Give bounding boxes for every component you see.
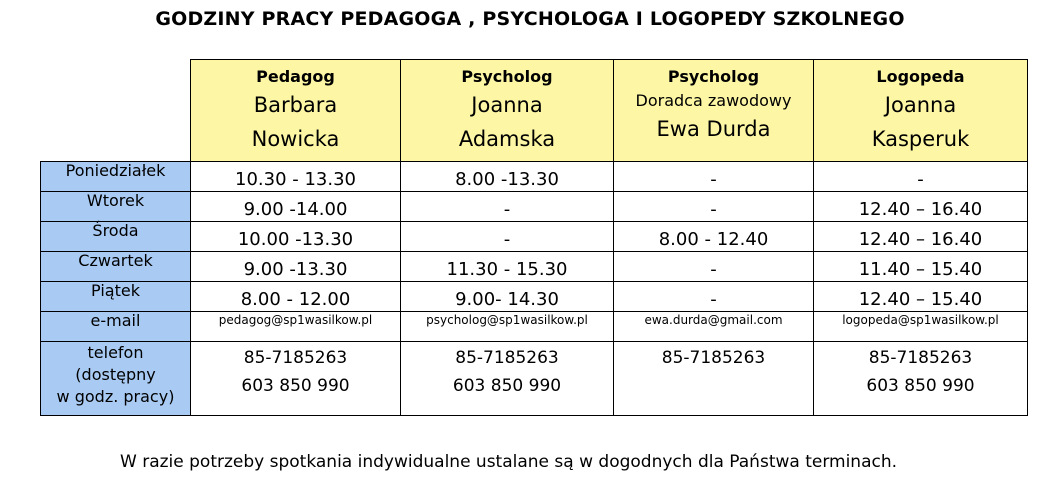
hours-cell: 9.00- 14.30 <box>401 282 614 312</box>
page-title: GODZINY PRACY PEDAGOGA , PSYCHOLOGA I LOGOPEDY SZKOLNEGO <box>155 8 905 30</box>
footer-note: W razie potrzeby spotkania indywidualne ustalane są w dogodnych dla Państwa terminach. <box>120 452 898 472</box>
phone-row <box>41 342 1028 416</box>
phone-cell: 85-7185263 603 850 990 <box>191 342 401 416</box>
column-header-psycholog: Psycholog Joanna Adamska <box>401 60 614 162</box>
email-label: e-mail <box>41 312 191 342</box>
hours-cell: 10.00 -13.30 <box>191 222 401 252</box>
hours-cell: 8.00 - 12.00 <box>191 282 401 312</box>
table-row <box>41 192 1028 222</box>
hours-cell: - <box>614 282 814 312</box>
table-row <box>41 282 1028 312</box>
day-label: Poniedziałek <box>41 162 191 192</box>
table-row <box>41 252 1028 282</box>
hours-cell: 12.40 – 15.40 <box>814 282 1028 312</box>
corner-cell <box>41 60 191 162</box>
column-header-logopeda: Logopeda Joanna Kasperuk <box>814 60 1028 162</box>
table-row <box>41 222 1028 252</box>
hours-cell: 12.40 – 16.40 <box>814 222 1028 252</box>
hours-cell: 9.00 -14.00 <box>191 192 401 222</box>
schedule-table <box>40 59 1028 416</box>
email-link[interactable]: ewa.durda@gmail.com <box>614 312 814 342</box>
email-link[interactable]: psycholog@sp1wasilkow.pl <box>401 312 614 342</box>
phone-cell: 85-7185263 <box>614 342 814 416</box>
phone-cell: 85-7185263 603 850 990 <box>401 342 614 416</box>
hours-cell: - <box>614 192 814 222</box>
header-row <box>41 60 1028 162</box>
hours-cell: - <box>814 162 1028 192</box>
column-header-pedagog: Pedagog Barbara Nowicka <box>191 60 401 162</box>
hours-cell: - <box>614 162 814 192</box>
column-header-doradca: Psycholog Doradca zawodowy Ewa Durda <box>614 60 814 162</box>
hours-cell: 12.40 – 16.40 <box>814 192 1028 222</box>
hours-cell: 9.00 -13.30 <box>191 252 401 282</box>
phone-cell: 85-7185263 603 850 990 <box>814 342 1028 416</box>
phone-label: telefon (dostępny w godz. pracy) <box>41 342 191 416</box>
hours-cell: 8.00 - 12.40 <box>614 222 814 252</box>
hours-cell: - <box>401 222 614 252</box>
day-label: Piątek <box>41 282 191 312</box>
day-label: Wtorek <box>41 192 191 222</box>
email-link[interactable]: pedagog@sp1wasilkow.pl <box>191 312 401 342</box>
hours-cell: - <box>614 252 814 282</box>
day-label: Środa <box>41 222 191 252</box>
day-label: Czwartek <box>41 252 191 282</box>
hours-cell: 8.00 -13.30 <box>401 162 614 192</box>
table-row <box>41 162 1028 192</box>
email-link[interactable]: logopeda@sp1wasilkow.pl <box>814 312 1028 342</box>
hours-cell: 11.30 - 15.30 <box>401 252 614 282</box>
hours-cell: 10.30 - 13.30 <box>191 162 401 192</box>
email-row <box>41 312 1028 342</box>
hours-cell: 11.40 – 15.40 <box>814 252 1028 282</box>
hours-cell: - <box>401 192 614 222</box>
